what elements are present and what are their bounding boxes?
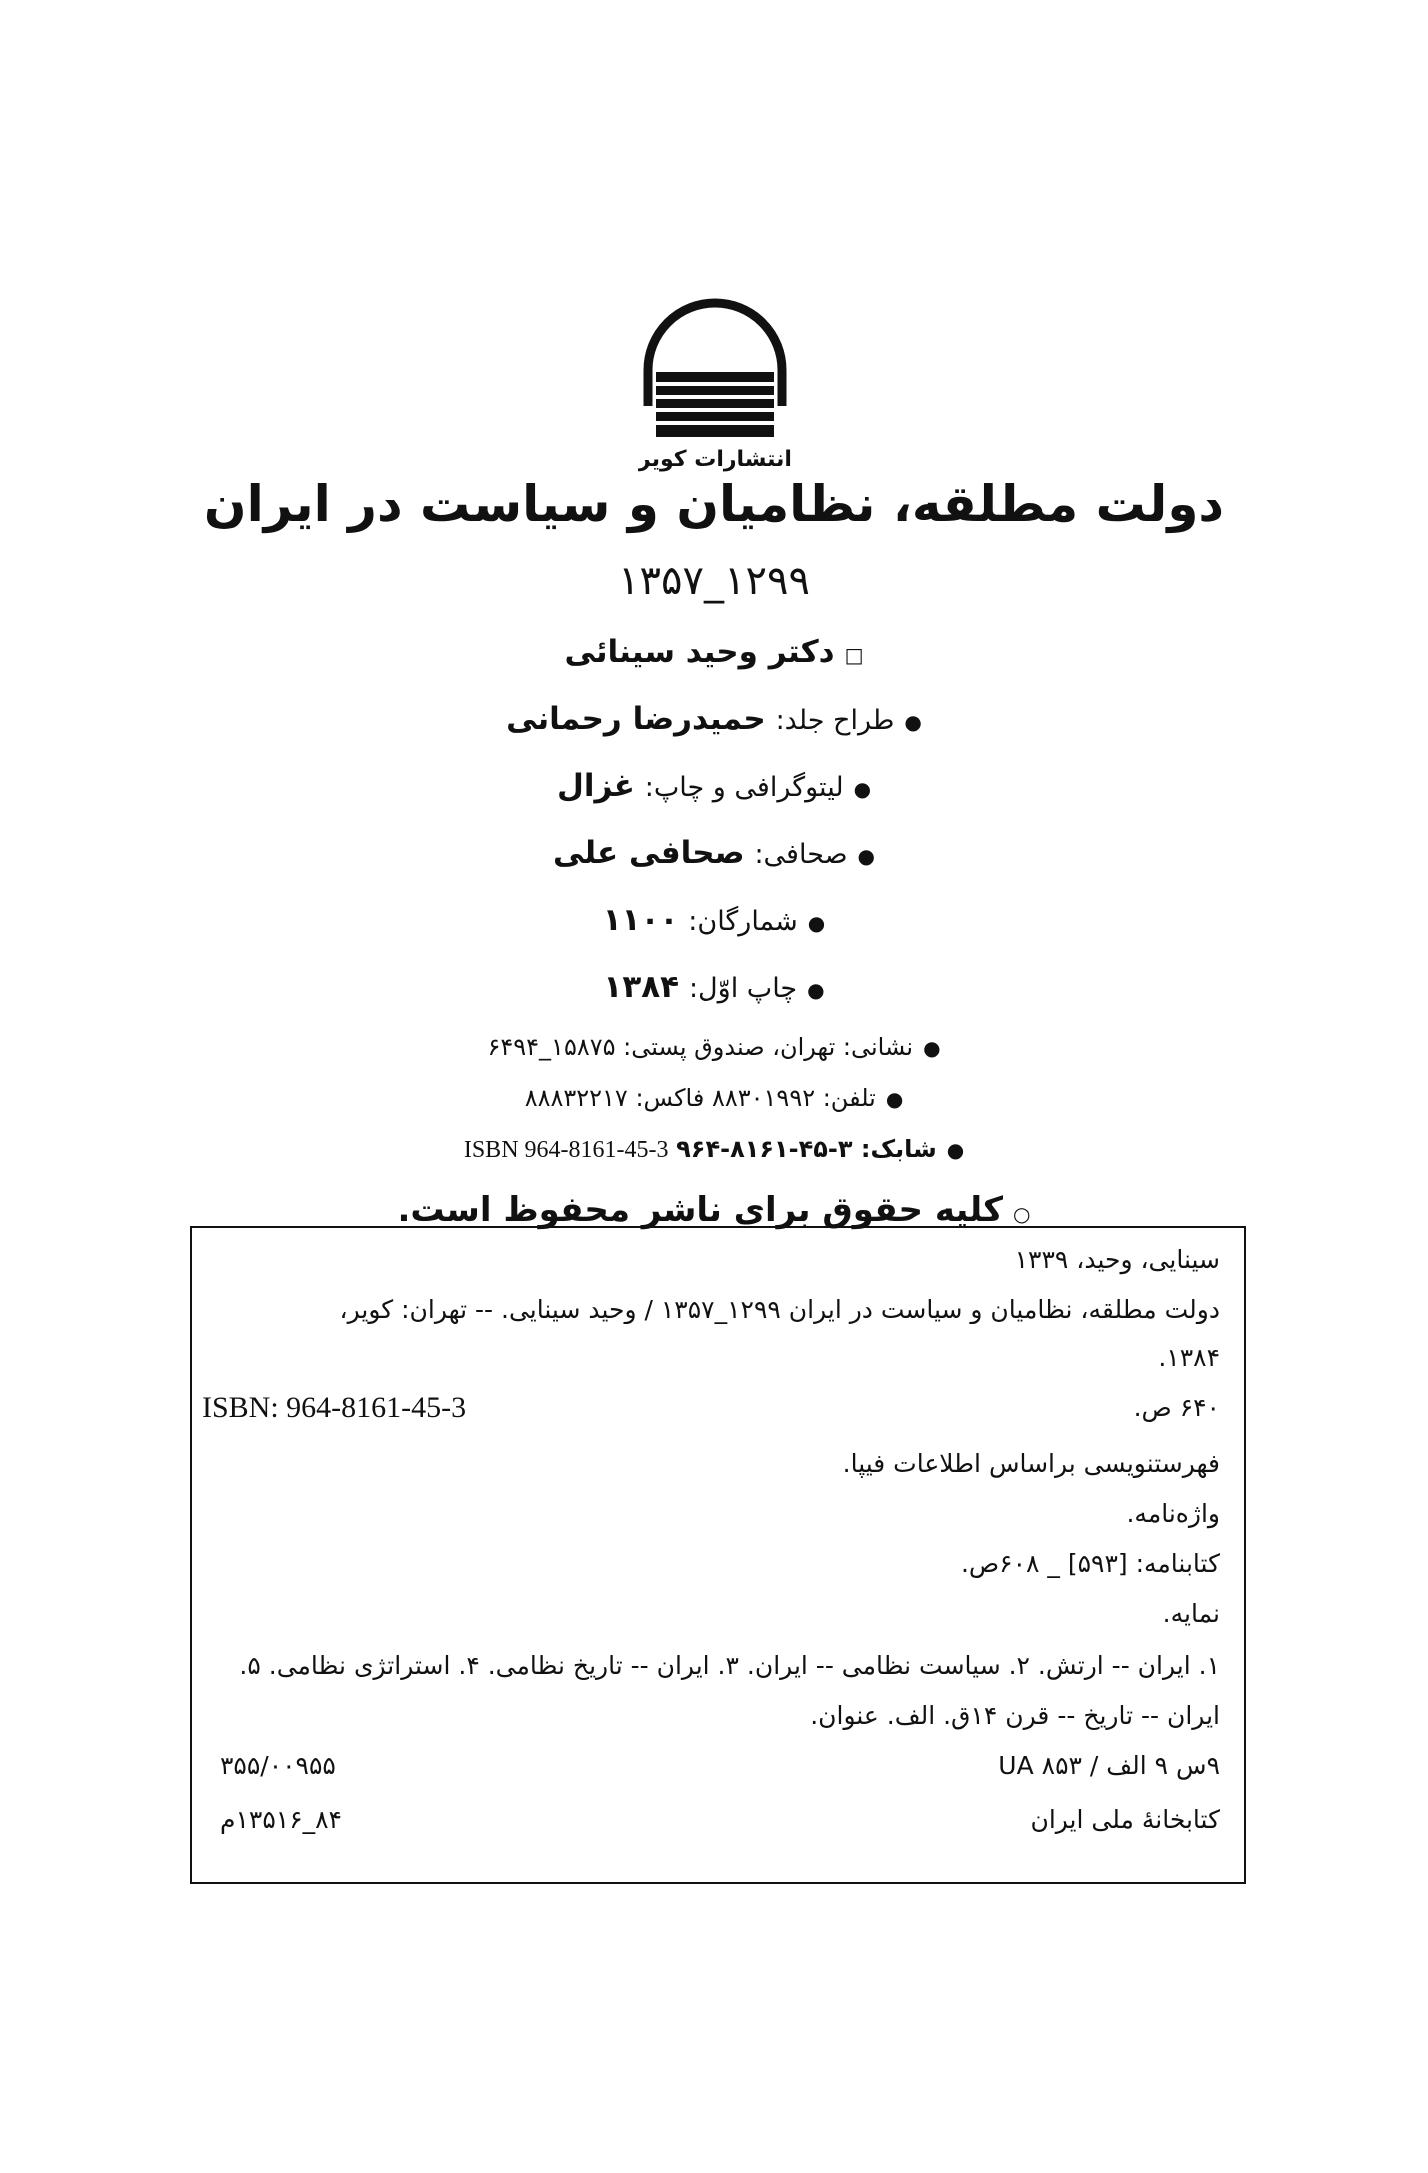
- address-line: [0, 1022, 1428, 1073]
- dot-bullet-icon: ●: [904, 710, 922, 734]
- cataloging-box: [190, 1226, 1246, 1884]
- credit-label: چاپ اوّل:: [688, 973, 798, 1004]
- catalog-row: [192, 1391, 1248, 1424]
- catalog-fipa-note: فهرستنویسی براساس اطلاعات فیپا.: [842, 1449, 1220, 1478]
- catalog-row: [192, 1549, 1248, 1578]
- credit-value: غزال: [556, 768, 635, 804]
- isbn-latin: ISBN 964-8161-45-3: [463, 1137, 669, 1163]
- book-years: ۱۲۹۹_۱۳۵۷: [618, 558, 810, 604]
- credit-label: صحافی:: [754, 839, 848, 870]
- catalog-row: [192, 1805, 1248, 1834]
- credit-binding: [0, 821, 1428, 888]
- catalog-row: [192, 1651, 1248, 1680]
- catalog-row: [192, 1499, 1248, 1528]
- catalog-row: [192, 1599, 1248, 1628]
- catalog-bibliography: کتابنامه: [۵۹۳] _ ۶۰۸ص.: [960, 1549, 1220, 1578]
- catalog-row: [192, 1343, 1248, 1372]
- publisher-logo-text: انتشارات کویر: [638, 447, 792, 472]
- credit-label: طراح جلد:: [775, 705, 895, 736]
- catalog-dewey: ۳۵۵/۰۰۹۵۵: [220, 1751, 336, 1780]
- credit-edition: [0, 955, 1428, 1022]
- credit-author: [0, 620, 1428, 687]
- publisher-logo: [638, 298, 792, 476]
- credit-value: حمیدرضا رحمانی: [506, 701, 766, 737]
- catalog-index: نمایه.: [1162, 1599, 1220, 1628]
- book-title: دولت مطلقه، نظامیان و سیاست در ایران: [203, 475, 1225, 533]
- shabak-text: شابک: ۳-۴۵-۸۱۶۱-۹۶۴: [676, 1135, 937, 1163]
- catalog-isbn: ISBN: 964-8161-45-3: [202, 1391, 467, 1424]
- catalog-subjects-1: ۱. ایران -- ارتش. ۲. سیاست نظامی -- ایران. ۳. ایران -- تاریخ نظامی. ۴. استراتژی نظامی. ۵.: [239, 1651, 1220, 1680]
- rights-text: کلیه حقوق برای ناشر محفوظ است.: [397, 1190, 1004, 1230]
- dot-bullet-icon: ●: [807, 978, 825, 1002]
- circle-bullet-icon: ○: [1013, 1202, 1031, 1226]
- catalog-subjects-2: ایران -- تاریخ -- قرن ۱۴ق. الف. عنوان.: [810, 1701, 1220, 1730]
- credits-block: [0, 620, 1428, 1249]
- credit-value: صحافی علی: [553, 835, 745, 871]
- catalog-author: سینایی، وحید، ۱۳۳۹: [1014, 1245, 1220, 1274]
- dot-bullet-icon: ●: [885, 1087, 904, 1111]
- dot-bullet-icon: ●: [853, 777, 872, 801]
- address-text: نشانی: تهران، صندوق پستی: ۱۵۸۷۵_۶۴۹۴: [487, 1033, 914, 1061]
- catalog-row: [192, 1245, 1248, 1274]
- square-bullet-icon: □: [844, 643, 864, 667]
- catalog-title: دولت مطلقه، نظامیان و سیاست در ایران ۱۲۹۹_۱۳۵۷ / وحید سینایی. -- تهران: کویر،: [339, 1295, 1220, 1324]
- dot-bullet-icon: ●: [807, 911, 826, 935]
- credit-label: شمارگان:: [688, 906, 798, 937]
- dot-bullet-icon: ●: [923, 1036, 941, 1060]
- catalog-row: [192, 1295, 1248, 1324]
- phone-line: [0, 1073, 1428, 1124]
- catalog-row: [192, 1449, 1248, 1478]
- author-name: دکتر وحید سینائی: [564, 634, 835, 670]
- catalog-year: ۱۳۸۴.: [1158, 1343, 1220, 1372]
- catalog-row: [192, 1751, 1248, 1780]
- catalog-glossary: واژه‌نامه.: [1126, 1499, 1220, 1528]
- credit-label: لیتوگرافی و چاپ:: [644, 772, 844, 803]
- dot-bullet-icon: ●: [946, 1138, 965, 1162]
- catalog-row: [192, 1701, 1248, 1730]
- catalog-lc-class: ۹س ۹ الف / UA ۸۵۳: [998, 1751, 1220, 1780]
- credit-value: ۱۳۸۴: [603, 969, 680, 1005]
- catalog-library: کتابخانهٔ ملی ایران: [1030, 1805, 1220, 1834]
- dot-bullet-icon: ●: [857, 844, 875, 868]
- credit-cover-designer: [0, 687, 1428, 754]
- credit-print-run: [0, 888, 1428, 955]
- phone-text: تلفن: ۸۸۳۰۱۹۹۲ فاکس: ۸۸۸۳۲۲۱۷: [524, 1084, 876, 1112]
- catalog-pages: ۶۴۰ ص.: [1133, 1393, 1220, 1422]
- catalog-record-no: ۸۴_۱۳۵۱۶م: [220, 1805, 342, 1834]
- credit-value: ۱۱۰۰: [602, 902, 679, 938]
- credit-printing: [0, 754, 1428, 821]
- isbn-line: [0, 1124, 1428, 1175]
